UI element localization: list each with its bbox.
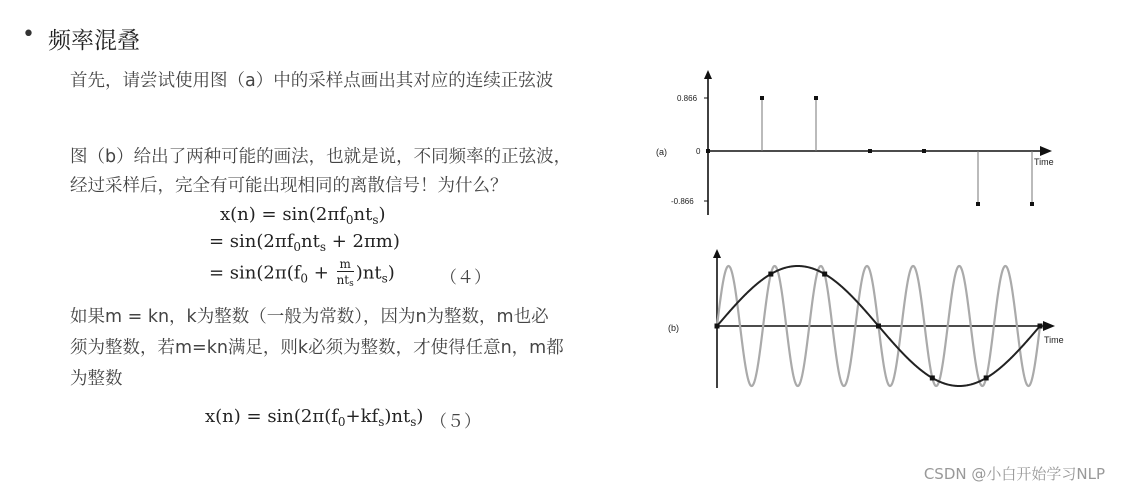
paragraph-condition-line1: 如果m = kn，k为整数（一般为常数），因为n为整数，m也必 xyxy=(70,307,549,327)
figure-a-sample-point-1 xyxy=(760,96,764,100)
figure-a-sample-point-2 xyxy=(814,96,818,100)
figure-a-sample-point-0 xyxy=(706,149,710,153)
equation-5: $x(n) = \sin(2\pi(f_0+kf_s)nt_s)$ xyxy=(205,406,424,429)
figure-a-sample-point-6 xyxy=(1030,202,1034,206)
figure-b-sample-point-4 xyxy=(930,375,935,380)
paragraph-condition-line2: 须为整数，若m=kn满足，则k必须为整数，才使得任意n，m都 xyxy=(70,338,564,358)
equation-4-line-2: = $\sin(2\pi f_0nt_s + 2\pi m)$ xyxy=(209,231,400,254)
figure-a-sample-point-3 xyxy=(868,149,872,153)
figure-b-sample-point-0 xyxy=(715,324,720,329)
figure-a-tick-0: 0 xyxy=(696,147,701,156)
bullet-icon: • xyxy=(22,22,35,47)
figure-a-y-arrow-icon xyxy=(704,70,712,79)
paragraph-intro: 首先，请尝试使用图（a）中的采样点画出其对应的连续正弦波 xyxy=(70,71,554,91)
figure-b-sample-point-5 xyxy=(984,375,989,380)
figure-a-x-arrow-icon xyxy=(1040,146,1052,156)
watermark: CSDN @小白开始学习NLP xyxy=(923,465,1105,483)
figure-a-time-label: Time xyxy=(1034,157,1054,167)
figure-a-label: (a) xyxy=(656,147,667,157)
figure-b-y-arrow-icon xyxy=(713,249,721,258)
figure-b-sample-point-6 xyxy=(1038,324,1043,329)
figure-b-sample-point-1 xyxy=(768,272,773,277)
figure-a-sample-point-5 xyxy=(976,202,980,206)
section-heading: 频率混叠 xyxy=(48,28,140,54)
figure-a-sample-point-4 xyxy=(922,149,926,153)
figure-b-x-arrow-icon xyxy=(1043,321,1055,331)
fraction-m-over-nts: $\frac{m}{nt_s}$ xyxy=(336,257,354,289)
figure-a-tick-neg0866: -0.866 xyxy=(671,197,694,206)
figure-a-tick-0866: 0.866 xyxy=(677,94,698,103)
equation-5-number: （５） xyxy=(430,412,481,432)
equation-4-number: （４） xyxy=(440,268,491,288)
figure-b-sample-point-3 xyxy=(876,324,881,329)
equation-4-line-1: $x(n) = \sin(2\pi f_0nt_s)$ xyxy=(220,204,386,227)
figure-b-sample-point-2 xyxy=(822,272,827,277)
figure-b-aliasing-curves xyxy=(650,245,1080,395)
paragraph-condition-line3: 为整数 xyxy=(70,369,123,389)
figure-a-sampled-signal xyxy=(650,65,1070,225)
paragraph-figure-b-line2: 经过采样后，完全有可能出现相同的离散信号！为什么？ xyxy=(70,176,508,196)
paragraph-figure-b-line1: 图（b）给出了两种可能的画法，也就是说，不同频率的正弦波， xyxy=(70,147,572,167)
figure-b-label: (b) xyxy=(668,323,679,333)
equation-4-line-3: = $\sin(2\pi(f_0$ + $\frac{m}{nt_s}$ )$nt_s$) xyxy=(209,257,395,289)
figure-b-time-label: Time xyxy=(1044,335,1064,345)
